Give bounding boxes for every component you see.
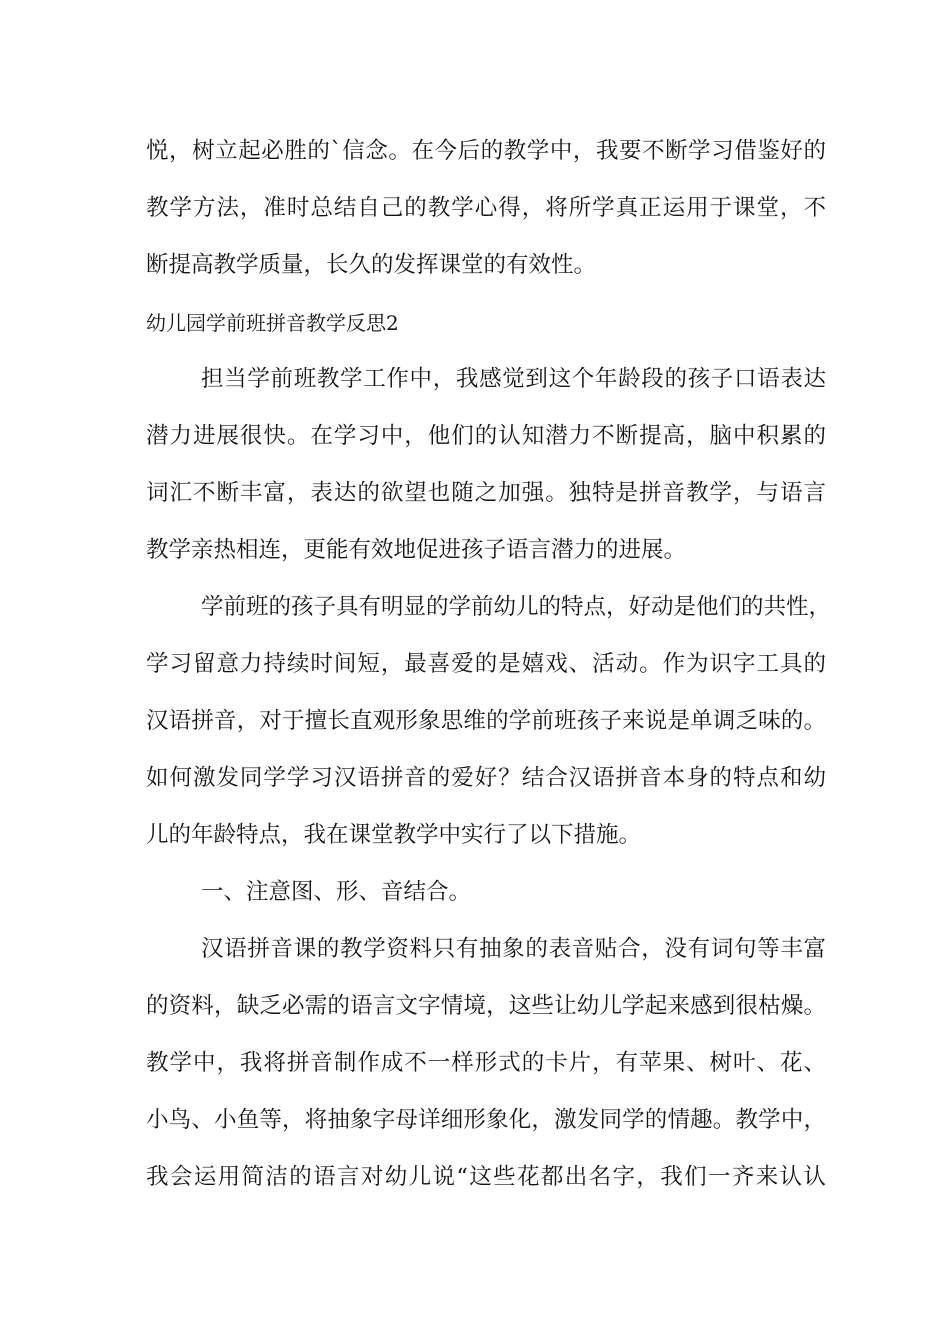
intro-line-1: 悦，树立起必胜的`信念。在今后的教学中，我要不断学习借鉴好的	[146, 138, 826, 164]
intro-line-2: 教学方法，准时总结自己的教学心得，将所学真正运用于课堂，不	[146, 195, 826, 221]
paragraph3-line-2: 的资料，缺乏必需的语言文字情境，这些让幼儿学起来感到很枯燥。	[146, 993, 826, 1019]
paragraph1-line-3: 词汇不断丰富，表达的欲望也随之加强。独特是拼音教学，与语言	[146, 480, 826, 506]
paragraph2-line-2: 学习留意力持续时间短，最喜爱的是嬉戏、活动。作为识字工具的	[146, 651, 826, 677]
paragraph3-line-3: 教学中，我将拼音制作成不一样形式的卡片，有苹果、树叶、花、	[146, 1050, 826, 1076]
paragraph1-line-4: 教学亲热相连，更能有效地促进孩子语言潜力的进展。	[146, 537, 687, 563]
paragraph2-line-4: 如何激发同学学习汉语拼音的爱好？结合汉语拼音本身的特点和幼	[146, 765, 826, 791]
paragraph1-line-2: 潜力进展很快。在学习中，他们的认知潜力不断提高，脑中积累的	[146, 423, 826, 449]
paragraph2-line-5: 儿的年龄特点，我在课堂教学中实行了以下措施。	[146, 822, 642, 848]
intro-line-3: 断提高教学质量，长久的发挥课堂的有效性。	[146, 252, 597, 278]
paragraph2-line-1: 学前班的孩子具有明显的学前幼儿的特点，好动是他们的共性，	[201, 594, 832, 620]
section1-title: 一、注意图、形、音结合。	[201, 879, 472, 905]
paragraph1-line-1: 担当学前班教学工作中，我感觉到这个年龄段的孩子口语表达	[201, 366, 826, 392]
paragraph3-line-1: 汉语拼音课的教学资料只有抽象的表音贴合，没有词句等丰富	[201, 936, 826, 962]
paragraph2-line-3: 汉语拼音，对于擅长直观形象思维的学前班孩子来说是单调乏味的。	[146, 708, 826, 734]
paragraph3-line-5: 我会运用简洁的语言对幼儿说“这些花都出名字，我们一齐来认认	[146, 1164, 826, 1190]
section-heading: 幼儿园学前班拼音教学反思2	[146, 311, 399, 335]
paragraph3-line-4: 小鸟、小鱼等，将抽象字母详细形象化，激发同学的情趣。教学中，	[146, 1107, 826, 1133]
